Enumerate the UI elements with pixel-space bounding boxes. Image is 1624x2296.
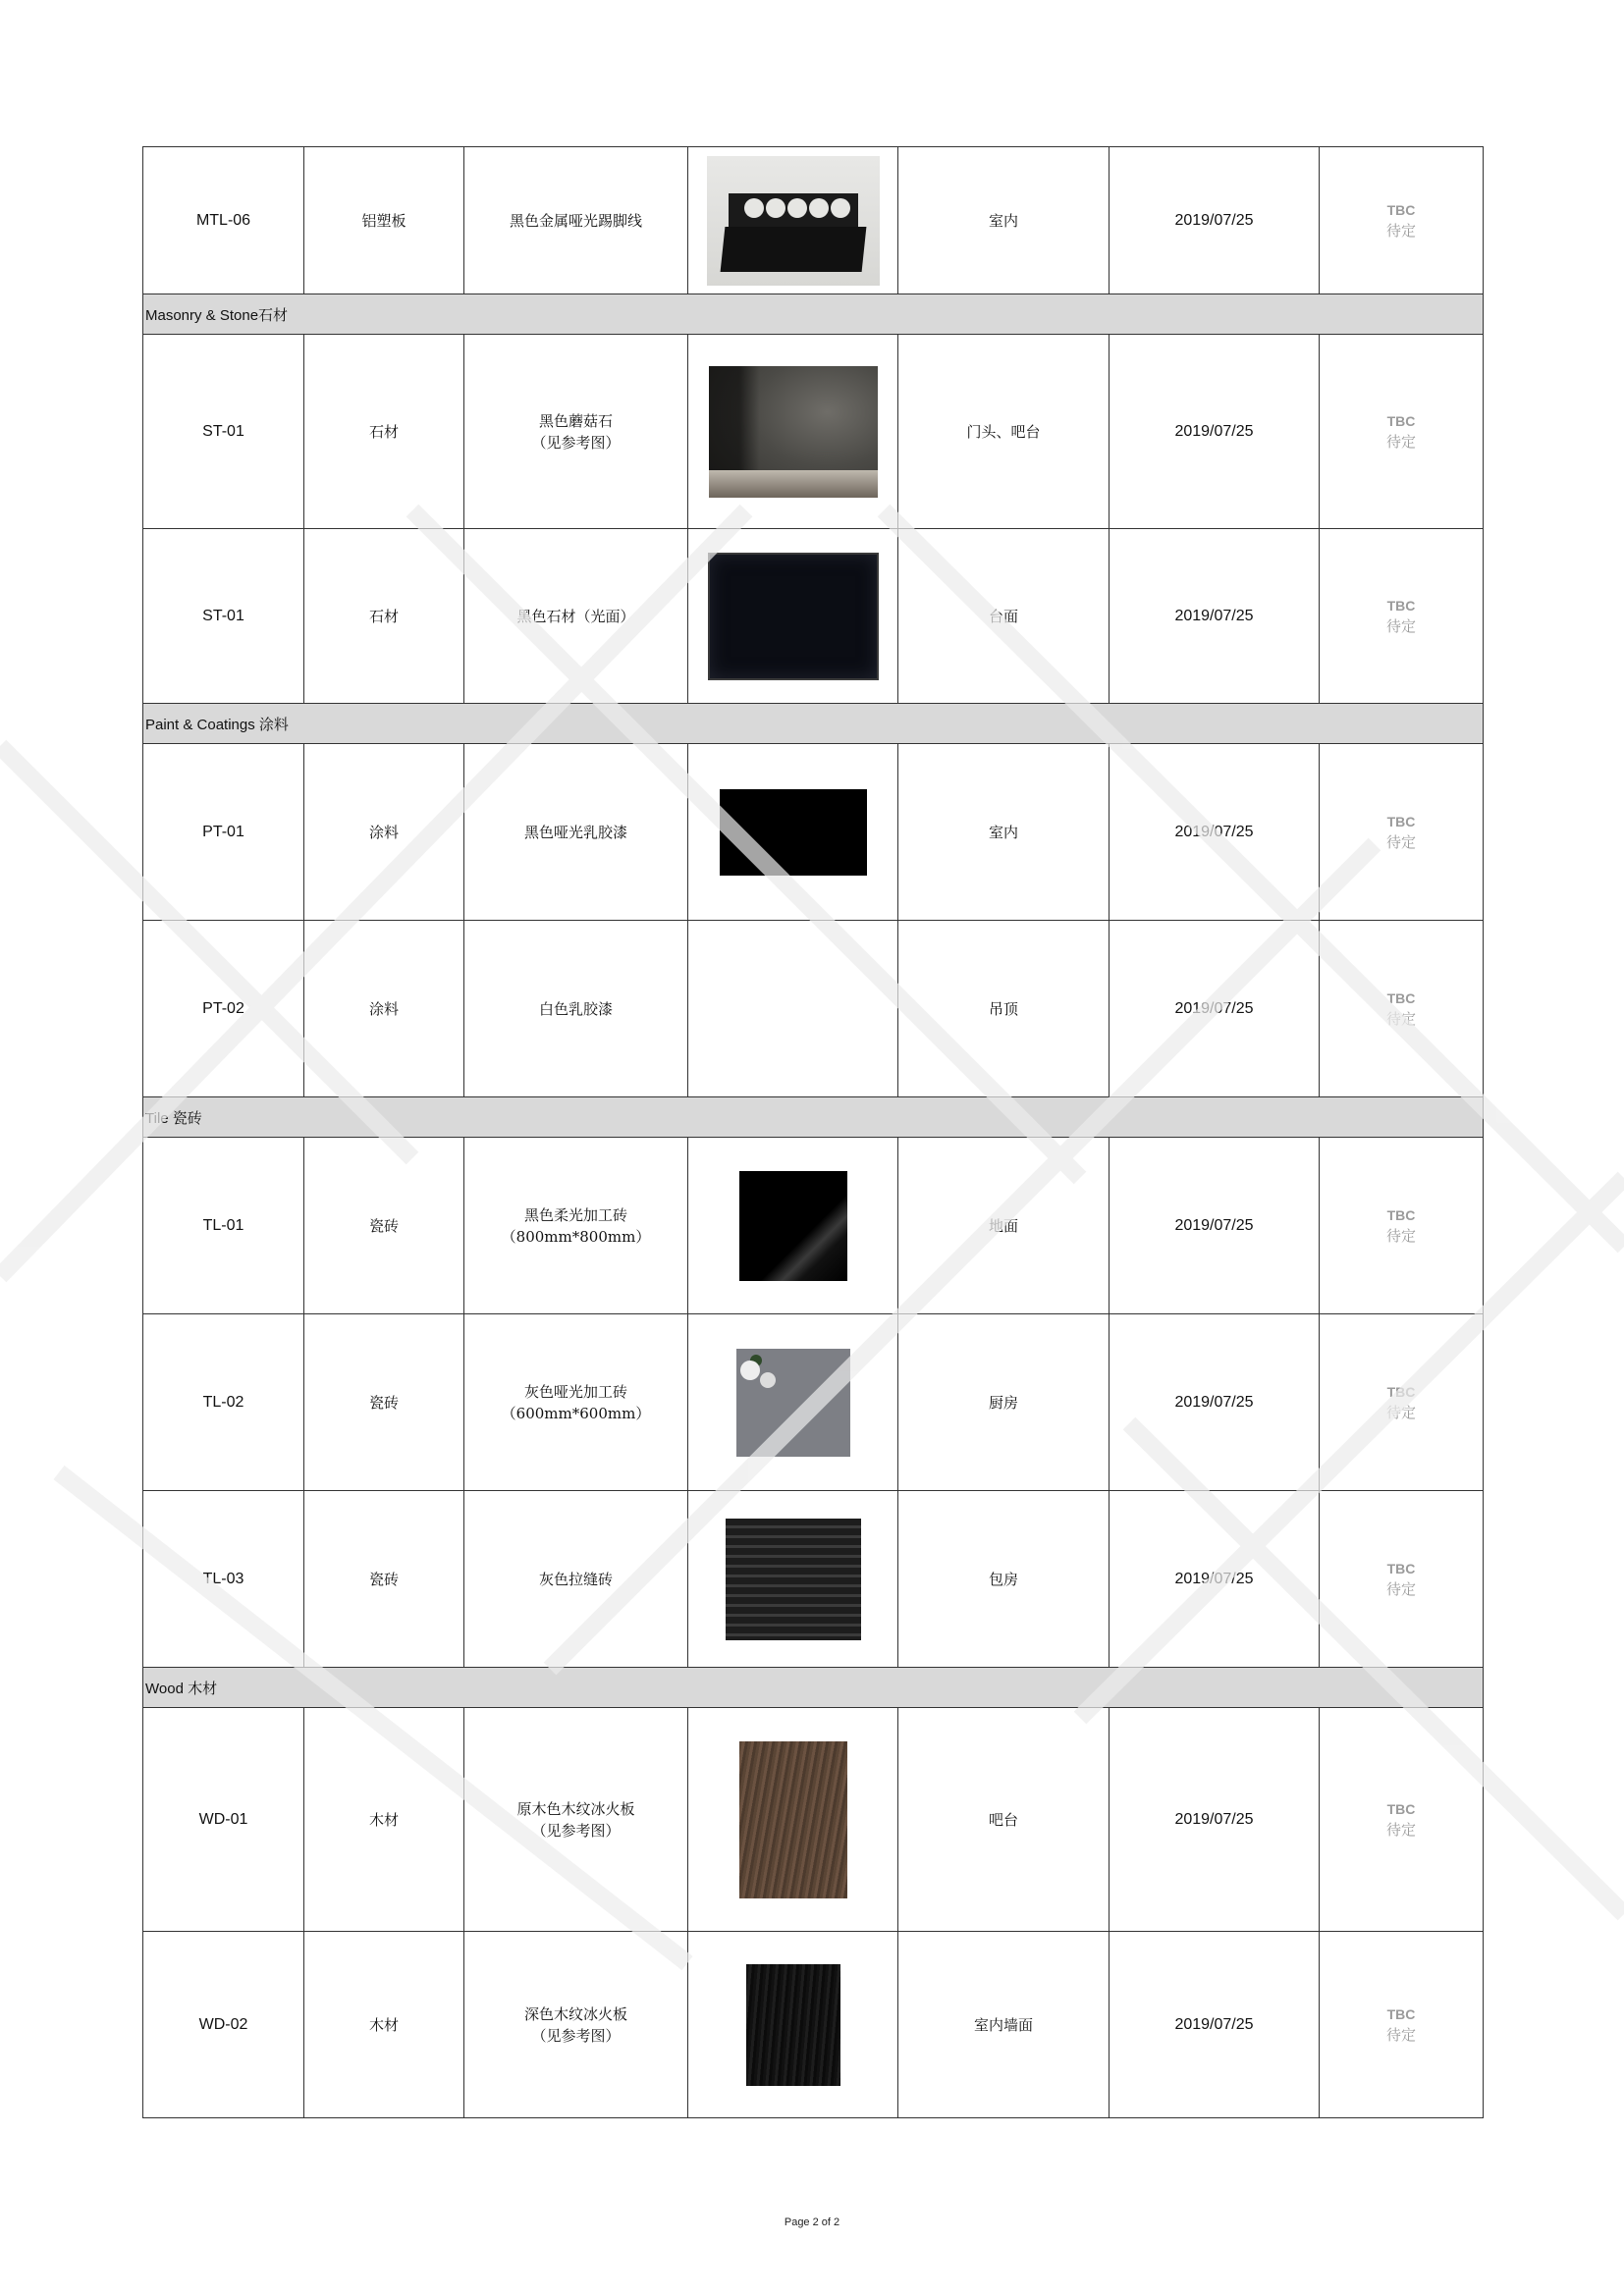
location: 吧台 — [898, 1708, 1110, 1932]
black-matte-paint-swatch — [720, 789, 867, 876]
section-header-tile: Tile 瓷砖 — [143, 1097, 1484, 1138]
material-description: 灰色拉缝砖 — [464, 1491, 688, 1668]
location: 包房 — [898, 1491, 1110, 1668]
material-image — [688, 921, 898, 1097]
section-header-paint: Paint & Coatings 涂料 — [143, 704, 1484, 744]
black-polished-stone-swatch — [708, 553, 879, 680]
status: TBC 待定 — [1320, 744, 1484, 921]
item-code: WD-02 — [143, 1932, 304, 2118]
material-type: 铝塑板 — [304, 147, 464, 294]
table-row — [143, 1314, 1484, 1491]
natural-wood-board-swatch — [739, 1741, 847, 1898]
date: 2019/07/25 — [1110, 1491, 1320, 1668]
table-row — [143, 1708, 1484, 1932]
status: TBC 待定 — [1320, 1314, 1484, 1491]
material-type: 涂料 — [304, 921, 464, 1097]
material-description: 灰色哑光加工砖 （600mm*600mm） — [464, 1314, 688, 1491]
material-type: 涂料 — [304, 744, 464, 921]
date: 2019/07/25 — [1110, 335, 1320, 529]
item-code: TL-01 — [143, 1138, 304, 1314]
table-row — [143, 335, 1484, 529]
material-description: 黑色柔光加工砖 （800mm*800mm） — [464, 1138, 688, 1314]
location: 门头、吧台 — [898, 335, 1110, 529]
material-image — [688, 1138, 898, 1314]
black-metal-skirting-swatch — [707, 156, 880, 286]
material-type: 瓷砖 — [304, 1138, 464, 1314]
material-description: 黑色哑光乳胶漆 — [464, 744, 688, 921]
status: TBC 待定 — [1320, 529, 1484, 704]
material-image — [688, 529, 898, 704]
date: 2019/07/25 — [1110, 921, 1320, 1097]
table-row — [143, 1491, 1484, 1668]
status: TBC 待定 — [1320, 335, 1484, 529]
material-type: 石材 — [304, 335, 464, 529]
section-header-masonry: Masonry & Stone石材 — [143, 294, 1484, 335]
material-description: 深色木纹冰火板 （见参考图） — [464, 1932, 688, 2118]
material-image — [688, 744, 898, 921]
date: 2019/07/25 — [1110, 744, 1320, 921]
item-code: WD-01 — [143, 1708, 304, 1932]
material-image — [688, 1932, 898, 2118]
black-soft-tile-swatch — [739, 1171, 847, 1281]
item-code: PT-02 — [143, 921, 304, 1097]
section-header-wood: Wood 木材 — [143, 1668, 1484, 1708]
location: 厨房 — [898, 1314, 1110, 1491]
material-description: 黑色蘑菇石 （见参考图） — [464, 335, 688, 529]
material-type: 木材 — [304, 1708, 464, 1932]
material-type: 瓷砖 — [304, 1314, 464, 1491]
location: 台面 — [898, 529, 1110, 704]
material-description: 原木色木纹冰火板 （见参考图） — [464, 1708, 688, 1932]
location: 地面 — [898, 1138, 1110, 1314]
material-image — [688, 1491, 898, 1668]
table-row — [143, 1138, 1484, 1314]
table-row — [143, 744, 1484, 921]
dark-wood-board-swatch — [746, 1964, 840, 2086]
material-image — [688, 147, 898, 294]
grey-matte-tile-swatch — [736, 1349, 850, 1457]
date: 2019/07/25 — [1110, 529, 1320, 704]
item-code: TL-02 — [143, 1314, 304, 1491]
date: 2019/07/25 — [1110, 1932, 1320, 2118]
material-schedule-table — [142, 146, 1484, 2118]
status: TBC 待定 — [1320, 921, 1484, 1097]
material-description: 黑色石材（光面） — [464, 529, 688, 704]
table-row — [143, 1932, 1484, 2118]
material-image — [688, 1314, 898, 1491]
table-row — [143, 147, 1484, 294]
black-mushroom-stone-swatch — [709, 366, 878, 498]
page-number: Page 2 of 2 — [784, 2216, 840, 2228]
table-row — [143, 921, 1484, 1097]
grey-grooved-tile-swatch — [726, 1519, 861, 1640]
date: 2019/07/25 — [1110, 1708, 1320, 1932]
status: TBC 待定 — [1320, 1932, 1484, 2118]
date: 2019/07/25 — [1110, 147, 1320, 294]
material-type: 石材 — [304, 529, 464, 704]
location: 室内 — [898, 744, 1110, 921]
status: TBC 待定 — [1320, 1138, 1484, 1314]
material-image — [688, 1708, 898, 1932]
material-type: 木材 — [304, 1932, 464, 2118]
status: TBC 待定 — [1320, 1708, 1484, 1932]
status: TBC 待定 — [1320, 1491, 1484, 1668]
material-image — [688, 335, 898, 529]
material-description: 白色乳胶漆 — [464, 921, 688, 1097]
item-code: TL-03 — [143, 1491, 304, 1668]
date: 2019/07/25 — [1110, 1314, 1320, 1491]
item-code: ST-01 — [143, 529, 304, 704]
item-code: ST-01 — [143, 335, 304, 529]
material-description: 黑色金属哑光踢脚线 — [464, 147, 688, 294]
location: 室内墙面 — [898, 1932, 1110, 2118]
item-code: PT-01 — [143, 744, 304, 921]
date: 2019/07/25 — [1110, 1138, 1320, 1314]
material-type: 瓷砖 — [304, 1491, 464, 1668]
location: 室内 — [898, 147, 1110, 294]
table-row — [143, 529, 1484, 704]
location: 吊顶 — [898, 921, 1110, 1097]
status: TBC 待定 — [1320, 147, 1484, 294]
item-code: MTL-06 — [143, 147, 304, 294]
